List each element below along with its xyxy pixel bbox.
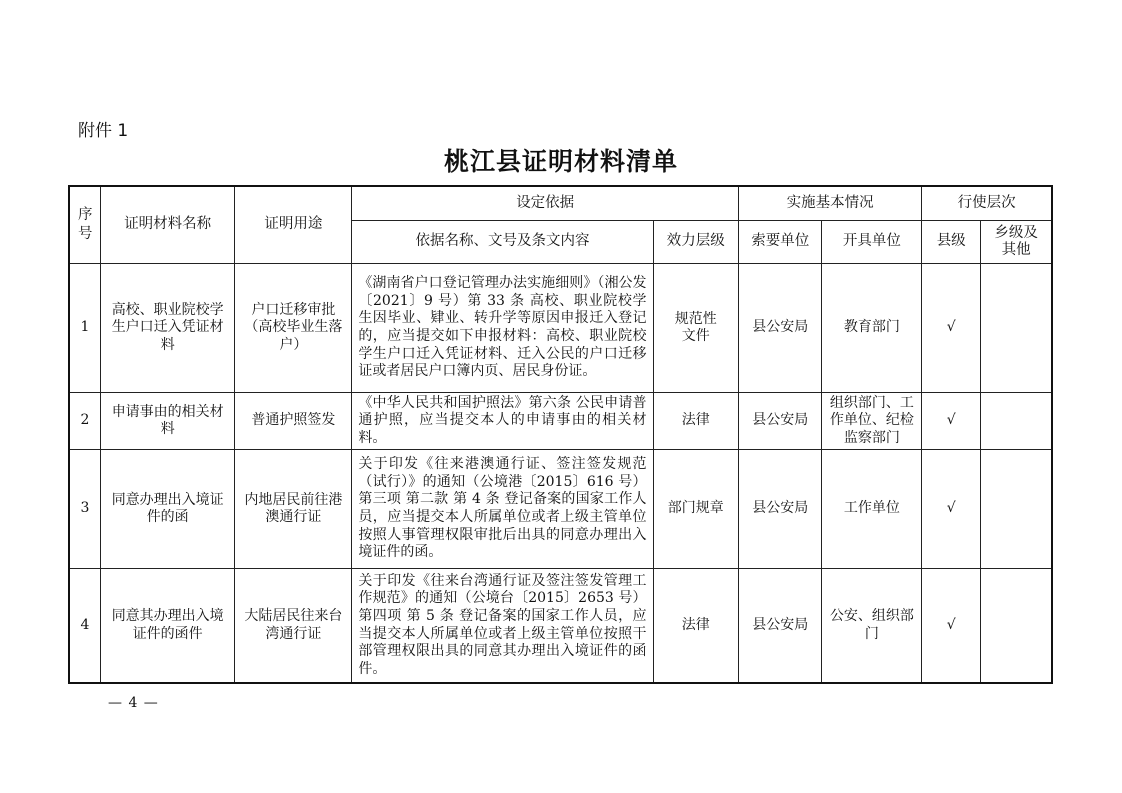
header-effect-level: 效力层级 [653, 221, 738, 264]
cell-material-name: 高校、职业院校学生户口迁入凭证材料 [101, 264, 235, 393]
cell-effect-level: 规范性文件 [653, 264, 738, 393]
header-basis-group: 设定依据 [352, 186, 739, 221]
cell-basis: 《中华人民共和国护照法》第六条 公民申请普通护照，应当提交本人的申请事由的相关材料。 [352, 393, 653, 450]
cell-issuing-unit: 组织部门、工作单位、纪检监察部门 [822, 393, 922, 450]
cell-basis: 关于印发《往来台湾通行证及签注签发管理工作规范》的通知（公境台〔2015〕2653 号）第四项 第 5 条 登记备案的国家工作人员，应当提交本人所属单位或者上级主管单位按照干部管理权限出具的同意其办理出入境证件的函件。 [352, 569, 653, 684]
cell-seq: 3 [69, 450, 101, 569]
cell-county-check: √ [922, 393, 981, 450]
table-row [69, 450, 1052, 569]
cell-purpose: 大陆居民往来台湾通行证 [235, 569, 352, 684]
cell-requesting-unit: 县公安局 [739, 569, 822, 684]
header-impl-group: 实施基本情况 [739, 186, 922, 221]
cell-purpose: 普通护照签发 [235, 393, 352, 450]
cell-requesting-unit: 县公安局 [739, 264, 822, 393]
cell-effect-level: 法律 [653, 393, 738, 450]
cell-county-check: √ [922, 569, 981, 684]
cell-county-check: √ [922, 450, 981, 569]
cell-township [981, 450, 1052, 569]
table-row [69, 264, 1052, 393]
cell-requesting-unit: 县公安局 [739, 450, 822, 569]
cell-county-check: √ [922, 264, 981, 393]
cell-material-name: 申请事由的相关材料 [101, 393, 235, 450]
cell-basis: 《湖南省户口登记管理办法实施细则》（湘公发〔2021〕9 号）第 33 条 高校、职业院校学生因毕业、肄业、转升学等原因申报迁入登记的，应当提交如下申报材料：高校、职业院校学生户口迁入凭证材料、迁入公民的户口迁移证或者居民户口簿内页、居民身份证。 [352, 264, 653, 393]
table-row [69, 393, 1052, 450]
cell-issuing-unit: 工作单位 [822, 450, 922, 569]
materials-table [68, 185, 1053, 684]
cell-effect-level: 部门规章 [653, 450, 738, 569]
header-township: 乡级及其他 [981, 221, 1052, 264]
header-row-1 [69, 186, 1052, 221]
cell-seq: 2 [69, 393, 101, 450]
cell-seq: 1 [69, 264, 101, 393]
header-material-name: 证明材料名称 [101, 186, 235, 264]
cell-township [981, 393, 1052, 450]
header-requesting-unit: 索要单位 [739, 221, 822, 264]
cell-basis: 关于印发《往来港澳通行证、签注签发规范（试行）》的通知（公境港〔2015〕616 号）第三项 第二款 第 4 条 登记备案的国家工作人员，应当提交本人所属单位或者上级主管单位按照人事管理权限审批后出具的同意办理出入境证件的函。 [352, 450, 653, 569]
header-county: 县级 [922, 221, 981, 264]
cell-effect-level: 法律 [653, 569, 738, 684]
page-title: 桃江县证明材料清单 [443, 147, 678, 176]
cell-purpose: 内地居民前往港澳通行证 [235, 450, 352, 569]
header-seq: 序号 [69, 186, 101, 264]
cell-township [981, 569, 1052, 684]
cell-issuing-unit: 教育部门 [822, 264, 922, 393]
cell-issuing-unit: 公安、组织部门 [822, 569, 922, 684]
cell-material-name: 同意其办理出入境证件的函件 [101, 569, 235, 684]
table-row [69, 569, 1052, 684]
cell-township [981, 264, 1052, 393]
cell-requesting-unit: 县公安局 [739, 393, 822, 450]
attachment-label: 附件 1 [78, 121, 129, 141]
cell-seq: 4 [69, 569, 101, 684]
header-exercise-group: 行使层次 [922, 186, 1052, 221]
header-issuing-unit: 开具单位 [822, 221, 922, 264]
header-purpose: 证明用途 [235, 186, 352, 264]
cell-material-name: 同意办理出入境证件的函 [101, 450, 235, 569]
header-basis-content: 依据名称、文号及条文内容 [352, 221, 653, 264]
page-number: — 4 — [108, 695, 159, 711]
cell-purpose: 户口迁移审批（高校毕业生落户） [235, 264, 352, 393]
